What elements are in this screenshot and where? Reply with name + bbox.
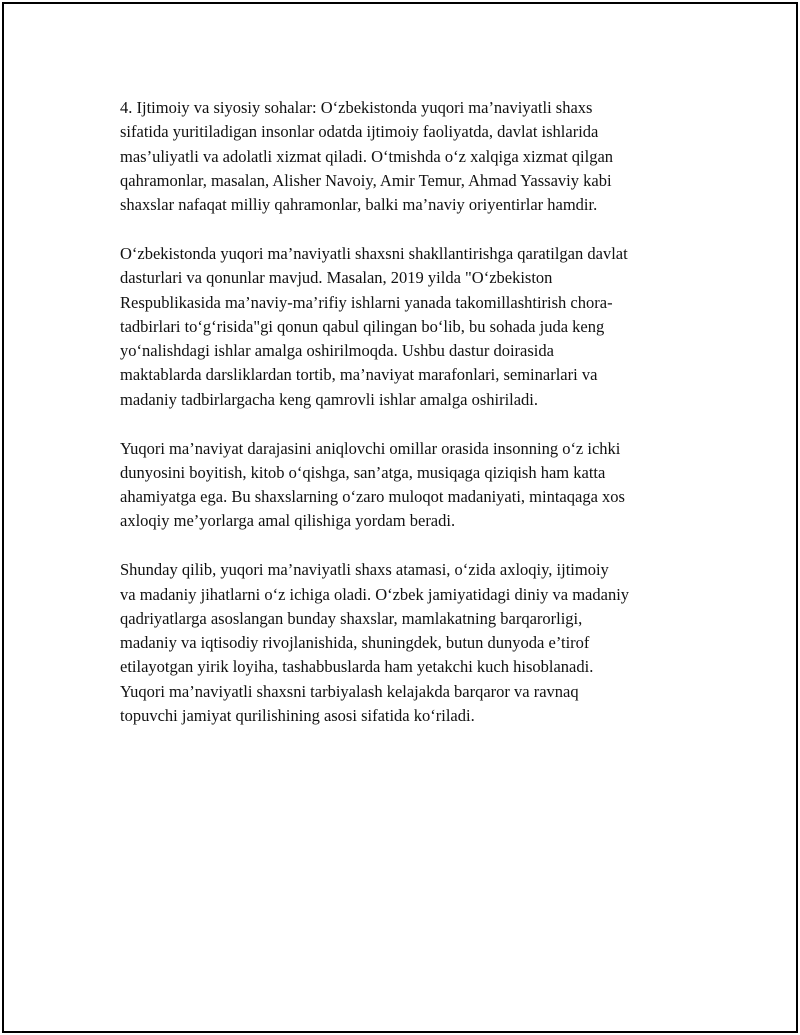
text-line: mas’uliyatli va adolatli xizmat qiladi. O‘tmishda o‘z xalqiga xizmat qilgan bbox=[120, 146, 614, 166]
text-line: maktablarda darsliklardan tortib, ma’naviyat marafonlari, seminarlari va bbox=[120, 365, 598, 385]
text-line: topuvchi jamiyat qurilishining asosi sifatida ko‘riladi. bbox=[120, 706, 475, 726]
text-line: etilayotgan yirik loyiha, tashabbuslarda ham yetakchi kuch hisoblanadi. bbox=[120, 657, 594, 677]
paragraph-social-political bbox=[120, 96, 700, 217]
text-line: dunyosini boyitish, kitob o‘qishga, san’atga, musiqaga qiziqish ham katta bbox=[120, 462, 606, 482]
text-line: O‘zbekistonda yuqori ma’naviyatli shaxsni shakllantirishga qaratilgan davlat bbox=[120, 243, 628, 263]
paragraph-spiritual-factors bbox=[120, 437, 700, 534]
text-line: ahamiyatga ega. Bu shaxslarning o‘zaro muloqot madaniyati, mintaqaga xos bbox=[120, 487, 625, 507]
document-page bbox=[2, 2, 798, 1033]
text-line: yo‘nalishdagi ishlar amalga oshirilmoqda. Ushbu dastur doirasida bbox=[120, 341, 554, 361]
text-line: Respublikasida ma’naviy-ma’rifiy ishlarni yanada takomillashtirish chora- bbox=[120, 292, 613, 312]
text-line: Yuqori ma’naviyatli shaxsni tarbiyalash kelajakda barqaror va ravnaq bbox=[120, 681, 579, 701]
text-line: tadbirlari to‘g‘risida"gi qonun qabul qilingan bo‘lib, bu sohada juda keng bbox=[120, 316, 605, 336]
text-line: Yuqori ma’naviyat darajasini aniqlovchi omillar orasida insonning o‘z ichki bbox=[120, 438, 621, 458]
text-line: dasturlari va qonunlar mavjud. Masalan, 2019 yilda "O‘zbekiston bbox=[120, 268, 553, 288]
document-body bbox=[120, 96, 700, 753]
text-line: qadriyatlarga asoslangan bunday shaxslar, mamlakatning barqarorligi, bbox=[120, 608, 583, 628]
text-line: shaxslar nafaqat milliy qahramonlar, balki ma’naviy oriyentirlar hamdir. bbox=[120, 195, 598, 215]
paragraph-state-programs bbox=[120, 242, 700, 412]
text-line: va madaniy jihatlarni o‘z ichiga oladi. O‘zbek jamiyatidagi diniy va madaniy bbox=[120, 584, 630, 604]
text-line: madaniy va iqtisodiy rivojlanishida, shuningdek, butun dunyoda e’tirof bbox=[120, 633, 590, 653]
text-line: qahramonlar, masalan, Alisher Navoiy, Amir Temur, Ahmad Yassaviy kabi bbox=[120, 170, 612, 190]
text-line: Shunday qilib, yuqori ma’naviyatli shaxs atamasi, o‘zida axloqiy, ijtimoiy bbox=[120, 560, 609, 580]
text-line: axloqiy me’yorlarga amal qilishiga yordam beradi. bbox=[120, 511, 456, 531]
text-line: madaniy tadbirlargacha keng qamrovli ishlar amalga oshiriladi. bbox=[120, 389, 539, 409]
text-line: sifatida yuritiladigan insonlar odatda ijtimoiy faoliyatda, davlat ishlarida bbox=[120, 122, 599, 142]
text-line: 4. Ijtimoiy va siyosiy sohalar: O‘zbekistonda yuqori ma’naviyatli shaxs bbox=[120, 98, 593, 117]
paragraph-conclusion bbox=[120, 558, 700, 728]
